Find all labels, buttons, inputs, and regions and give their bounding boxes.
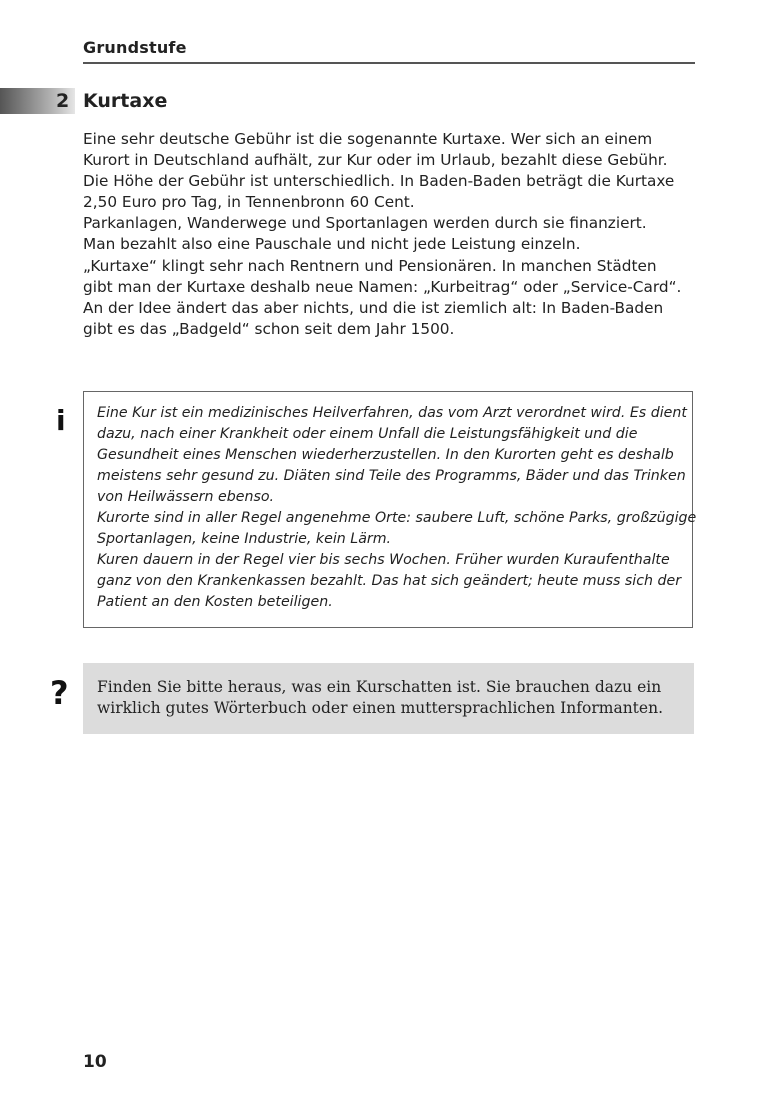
- question-icon: ?: [50, 674, 69, 712]
- running-header: Grundstufe: [83, 38, 187, 57]
- info-line: Kuren dauern in der Regel vier bis sechs Wochen. Früher wurden Kuraufenthalte: [97, 552, 670, 568]
- body-line: Eine sehr deutsche Gebühr ist die sogenannte Kurtaxe. Wer sich an einem: [83, 130, 653, 148]
- body-line: Kurort in Deutschland aufhält, zur Kur oder im Urlaub, bezahlt diese Gebühr.: [83, 151, 668, 170]
- body-line: „Kurtaxe“ klingt sehr nach Rentnern und Pensionären. In manchen Städten: [83, 256, 657, 275]
- body-line: gibt man der Kurtaxe deshalb neue Namen: „Kurbeitrag“ oder „Service-Card“.: [83, 277, 682, 296]
- info-line: Gesundheit eines Menschen wiederherzustellen. In den Kurorten geht es deshalb: [97, 447, 674, 463]
- body-line: gibt es das „Badgeld“ schon seit dem Jahr 1500.: [83, 319, 455, 338]
- info-line: ganz von den Krankenkassen bezahlt. Das hat sich geändert; heute muss sich der: [97, 573, 682, 589]
- chapter-title: Kurtaxe: [83, 90, 168, 112]
- info-line: Patient an den Kosten beteiligen.: [97, 594, 333, 610]
- body-text: [83, 129, 703, 340]
- body-line: An der Idee ändert das aber nichts, und die ist ziemlich alt: In Baden-Baden: [83, 298, 664, 317]
- question-line: Finden Sie bitte heraus, was ein Kurschatten ist. Sie brauchen dazu ein: [97, 678, 662, 696]
- body-line: Man bezahlt also eine Pauschale und nicht jede Leistung einzeln.: [83, 235, 581, 254]
- info-line: von Heilwässern ebenso.: [97, 489, 275, 505]
- info-line: meistens sehr gesund zu. Diäten sind Teile des Programms, Bäder und das Trinken: [97, 468, 686, 484]
- question-text: [97, 677, 663, 719]
- info-text: [97, 403, 696, 613]
- info-line: dazu, nach einer Krankheit oder einem Unfall die Leistungsfähigkeit und die: [97, 426, 638, 442]
- info-line: Kurorte sind in aller Regel angenehme Orte: saubere Luft, schöne Parks, großzügige: [97, 510, 697, 526]
- body-line: 2,50 Euro pro Tag, in Tennenbronn 60 Cent.: [83, 193, 415, 212]
- info-line: Sportanlagen, keine Industrie, kein Lärm.: [97, 531, 392, 547]
- header-rule: [83, 62, 695, 64]
- info-line: Eine Kur ist ein medizinisches Heilverfahren, das vom Arzt verordnet wird. Es dient: [97, 405, 687, 421]
- info-icon: i: [56, 404, 66, 437]
- body-line: Parkanlagen, Wanderwege und Sportanlagen werden durch sie finanziert.: [83, 214, 647, 233]
- body-line: Die Höhe der Gebühr ist unterschiedlich. In Baden-Baden beträgt die Kurtaxe: [83, 172, 675, 191]
- question-line: wirklich gutes Wörterbuch oder einen muttersprachlichen Informanten.: [97, 699, 663, 717]
- page-number: 10: [83, 1052, 107, 1072]
- chapter-number: 2: [56, 90, 70, 112]
